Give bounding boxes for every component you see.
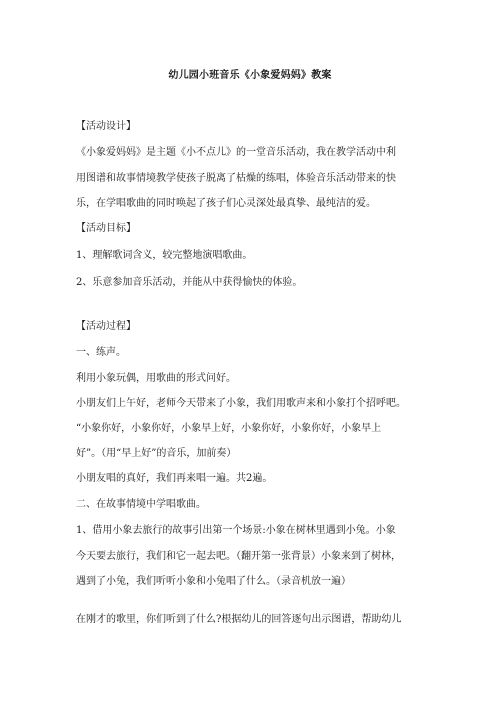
paragraph-line: 《小象爱妈妈》是主题《小不点儿》的一堂音乐活动，我在教学活动中利 — [76, 147, 396, 158]
paragraph-line: 利用小象玩偶，用歌曲的形式问好。 — [76, 373, 236, 384]
section-heading-goals: 【活动目标】 — [76, 223, 136, 234]
paragraph-line: “小象你好，小象你好，小象早上好，小象你好，小象你好，小象早上 — [76, 423, 382, 434]
step-heading: 二、在故事情境中学唱歌曲。 — [76, 499, 206, 510]
goal-item: 1、理解歌词含义，较完整地演唱歌曲。 — [76, 250, 253, 261]
paragraph-line: 乐，在学唱歌曲的同时唤起了孩子们心灵深处最真挚、最纯洁的爱。 — [76, 198, 376, 209]
section-heading-process: 【活动过程】 — [76, 321, 136, 332]
goal-item: 2、乐意参加音乐活动，并能从中获得愉快的体验。 — [76, 277, 303, 288]
paragraph-line: 好”。（用“早上好”的音乐，加前奏） — [76, 448, 237, 459]
paragraph-line: 在刚才的歌里，你们听到了什么?根据幼儿的回答逐句出示图谱，帮助幼儿 — [76, 614, 402, 625]
paragraph-line: 1、借用小象去旅行的故事引出第一个场景:小象在树林里遇到小兔。小象 — [76, 525, 396, 536]
paragraph-line: 小朋友唱的真好，我们再来唱一遍。共2遍。 — [76, 473, 273, 484]
paragraph-line: 今天要去旅行，我们和它一起去吧。（翻开第一张背景）小象来到了树林， — [76, 551, 401, 562]
step-heading: 一、练声。 — [76, 347, 126, 358]
paragraph-line: 用图谱和故事情境教学使孩子脱离了枯燥的练唱，体验音乐活动带来的快 — [76, 173, 396, 184]
document-title: 幼儿园小班音乐《小象爱妈妈》教案 — [168, 70, 332, 81]
paragraph-line: 小朋友们上午好，老师今天带来了小象，我们用歌声来和小象打个招呼吧。 — [76, 398, 406, 409]
section-heading-design: 【活动设计】 — [76, 121, 136, 132]
paragraph-line: 遇到了小兔，我们听听小象和小兔唱了什么。（录音机放一遍） — [76, 576, 351, 587]
